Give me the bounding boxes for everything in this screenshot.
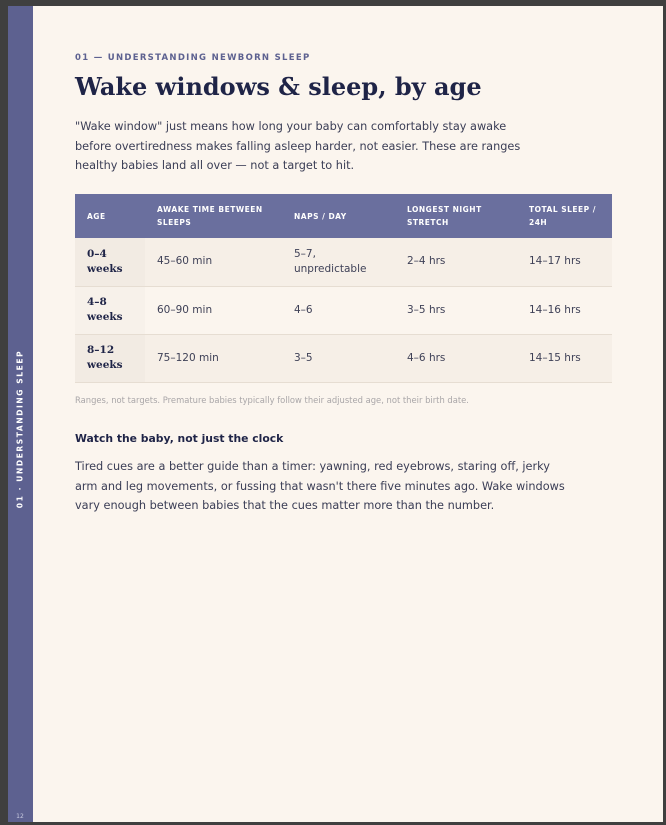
document-page [8,6,663,822]
column-header-naps: NAPS / DAY [294,211,347,221]
awake-time-cell: 45–60 min [145,238,282,286]
chapter-eyebrow: 01 — UNDERSTANDING NEWBORN SLEEP [75,53,311,63]
column-header-awake-time: AWAKE TIME BETWEEN SLEEPS [157,205,263,227]
naps-cell: 4–6 [282,286,395,334]
night-stretch-cell: 3–5 hrs [395,286,517,334]
section-sidebar [8,6,33,822]
age-cell: 8–12 weeks [75,334,145,382]
naps-cell: 5–7, unpredictable [282,238,395,286]
page-title: Wake windows & sleep, by age [75,72,482,101]
intro-paragraph: "Wake window" just means how long your baby can comfortably stay awake before overtiredness makes falling asleep harder, not easier. These are ranges healthy babies land all over — not a target to hit. [75,120,521,173]
section-heading: Watch the baby, not just the clock [75,432,284,445]
age-cell: 4–8 weeks [75,286,145,334]
total-sleep-cell: 14–16 hrs [517,286,612,334]
wake-window-table [75,194,612,383]
column-header-age: AGE [87,211,106,221]
table-row [75,238,612,286]
wake-window-table-wrap [75,194,612,383]
column-header-night-stretch: LONGEST NIGHT STRETCH [407,205,482,227]
night-stretch-cell: 4–6 hrs [395,334,517,382]
page-number: 12 [16,813,24,820]
total-sleep-cell: 14–15 hrs [517,334,612,382]
awake-time-cell: 75–120 min [145,334,282,382]
table-row [75,286,612,334]
column-header-total-sleep: TOTAL SLEEP / 24H [529,205,596,227]
sidebar-section-label: 01 · UNDERSTANDING SLEEP [15,349,25,509]
table-row [75,334,612,382]
night-stretch-cell: 2–4 hrs [395,238,517,286]
table-footnote: Ranges, not targets. Premature babies typically follow their adjusted age, not their birth date. [75,395,469,405]
table-header-row [75,194,612,238]
awake-time-cell: 60–90 min [145,286,282,334]
total-sleep-cell: 14–17 hrs [517,238,612,286]
naps-cell: 3–5 [282,334,395,382]
age-cell: 0–4 weeks [75,238,145,286]
section-body: Tired cues are a better guide than a timer: yawning, red eyebrows, staring off, jerky arm and leg movements, or fussing that wasn't there five minutes ago. Wake windows vary enough between babies that the cues matter more than the number. [75,460,565,513]
